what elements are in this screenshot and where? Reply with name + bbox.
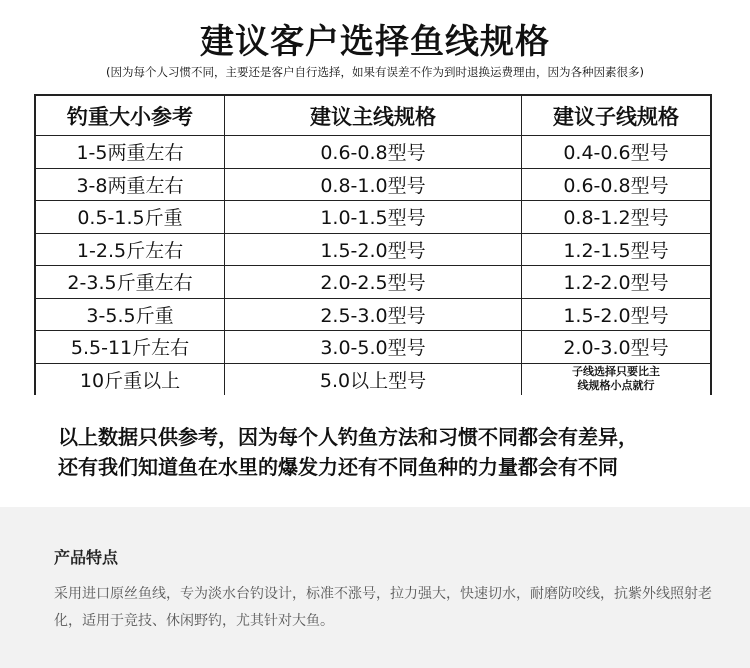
- table-row: [35, 298, 711, 331]
- product-features-section: [0, 507, 750, 668]
- header-leader-line: 建议子线规格: [522, 95, 712, 136]
- main-line-cell: 3.0-5.0型号: [225, 331, 522, 364]
- disclaimer-note: [58, 422, 738, 482]
- main-line-cell: 2.0-2.5型号: [225, 266, 522, 299]
- main-line-cell: 0.8-1.0型号: [225, 168, 522, 201]
- leader-line-cell: 1.2-1.5型号: [522, 233, 712, 266]
- disclaimer-line-1: 以上数据只供参考，因为每个人钓鱼方法和习惯不同都会有差异，: [58, 425, 638, 449]
- table-row: [35, 266, 711, 299]
- main-line-cell: 0.6-0.8型号: [225, 136, 522, 169]
- weight-cell: 0.5-1.5斤重: [35, 201, 225, 234]
- table-row: [35, 331, 711, 364]
- table-header-row: [35, 95, 711, 136]
- leader-line-cell: 1.5-2.0型号: [522, 298, 712, 331]
- weight-cell: 1-2.5斤左右: [35, 233, 225, 266]
- page-subtitle: (因为每个人习惯不同，主要还是客户自行选择，如果有误差不作为到时退换运费理由，因为各种因素很多): [106, 65, 644, 79]
- weight-cell: 10斤重以上: [35, 363, 225, 395]
- leader-line-cell: 0.8-1.2型号: [522, 201, 712, 234]
- leader-line-cell: 2.0-3.0型号: [522, 331, 712, 364]
- features-description: 采用进口原丝鱼线，专为淡水台钓设计，标准不涨号，拉力强大，快速切水，耐磨防咬线，抗紫外线照射老化，适用于竞技、休闲野钓，尤其针对大鱼。: [54, 586, 712, 629]
- leader-line-cell: 0.6-0.8型号: [522, 168, 712, 201]
- main-line-cell: 2.5-3.0型号: [225, 298, 522, 331]
- header-main-line: 建议主线规格: [225, 95, 522, 136]
- weight-cell: 3-8两重左右: [35, 168, 225, 201]
- weight-cell: 5.5-11斤左右: [35, 331, 225, 364]
- table-row: [35, 136, 711, 169]
- features-heading: 产品特点: [54, 548, 119, 567]
- leader-line-note-cell: 子线选择只要比主 线规格小点就行: [522, 363, 712, 395]
- weight-cell: 2-3.5斤重左右: [35, 266, 225, 299]
- header-weight: 钓重大小参考: [35, 95, 225, 136]
- main-line-cell: 1.5-2.0型号: [225, 233, 522, 266]
- table-row: [35, 363, 711, 395]
- weight-cell: 3-5.5斤重: [35, 298, 225, 331]
- table-row: [35, 233, 711, 266]
- main-line-cell: 5.0以上型号: [225, 363, 522, 395]
- disclaimer-line-2: 还有我们知道鱼在水里的爆发力还有不同鱼种的力量都会有不同: [58, 455, 618, 479]
- leader-line-cell: 1.2-2.0型号: [522, 266, 712, 299]
- table-row: [35, 168, 711, 201]
- main-line-cell: 1.0-1.5型号: [225, 201, 522, 234]
- weight-cell: 1-5两重左右: [35, 136, 225, 169]
- table-row: [35, 201, 711, 234]
- line-spec-table: [34, 94, 712, 395]
- page-title: 建议客户选择鱼线规格: [200, 22, 550, 62]
- leader-line-cell: 0.4-0.6型号: [522, 136, 712, 169]
